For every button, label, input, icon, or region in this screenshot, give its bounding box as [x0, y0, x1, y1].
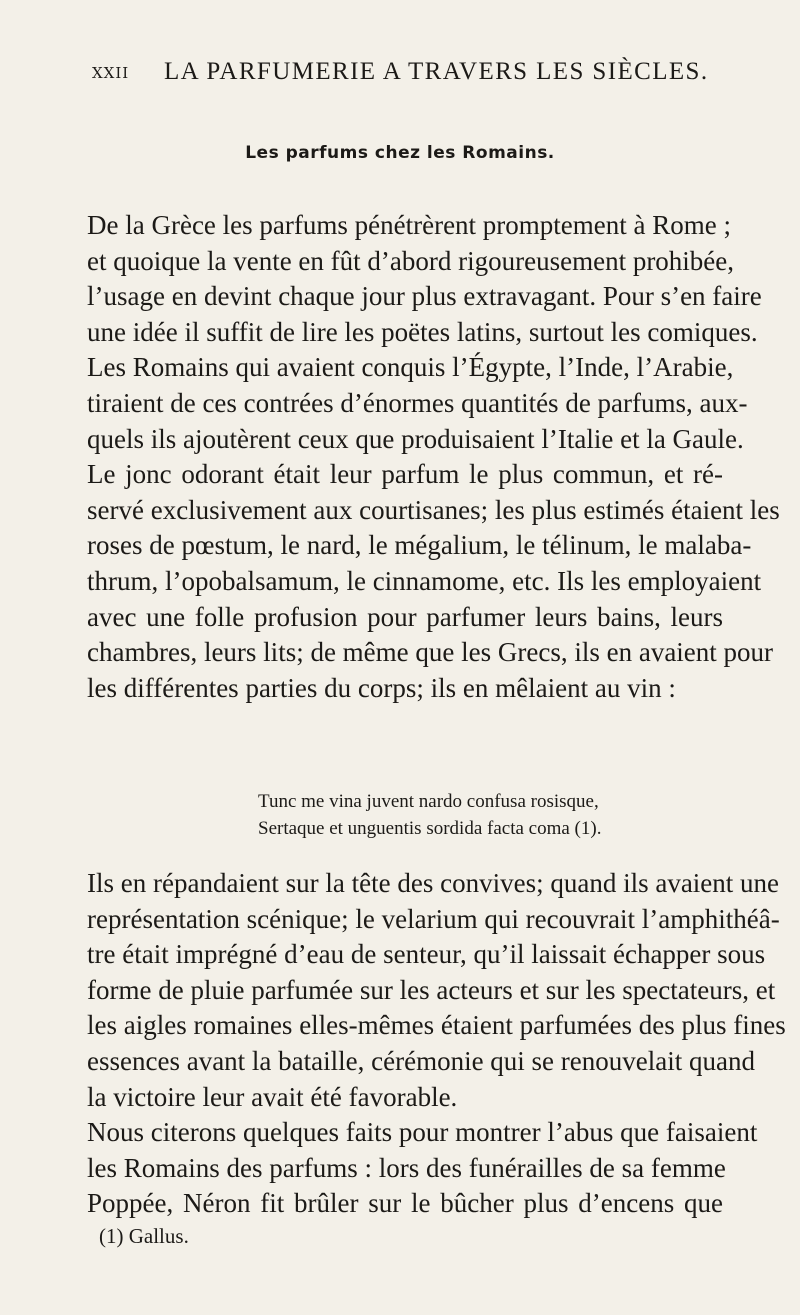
text-line: la victoire leur avait été favorable. [87, 1081, 458, 1112]
section-heading: Les parfums chez les Romains. [245, 143, 555, 163]
page-number: XXII [92, 64, 130, 82]
text-line: avec une folle profusion pour parfumer leurs bains, leurs [87, 601, 723, 632]
text-line: De la Grèce les parfums pénétrèrent promptement à Rome ; [87, 210, 731, 240]
text-line: roses de pœstum, le nard, le mégalium, le télinum, le malaba- [87, 530, 752, 561]
text-line: thrum, l’opobalsamum, le cinnamome, etc. Ils les employaient [87, 565, 762, 596]
paragraph-1 [87, 208, 780, 706]
text-line: une idée il suffit de lire les poëtes latins, surtout les comiques. [87, 316, 758, 347]
text-line: Nous citerons quelques faits pour montrer l’abus que faisaient [87, 1117, 758, 1147]
text-line: l’usage en devint chaque jour plus extravagant. Pour s’en faire [87, 281, 762, 312]
running-head [92, 58, 709, 88]
verse-line-1: Tunc me vina juvent nardo confusa rosisque, [258, 791, 599, 812]
text-line: Poppée, Néron fit brûler sur le bûcher plus d’encens que [87, 1188, 723, 1219]
text-line: Ils en répandaient sur la tête des convives; quand ils avaient une [87, 868, 780, 898]
text-line: représentation scénique; le velarium qui recouvrait l’amphithéâ- [87, 903, 780, 934]
text-line: tiraient de ces contrées d’énormes quantités de parfums, aux- [87, 387, 748, 418]
text-line: les Romains des parfums : lors des funérailles de sa femme [87, 1152, 726, 1183]
paragraph-2 [87, 866, 786, 1115]
footnote: (1) Gallus. [99, 1224, 189, 1248]
text-line: forme de pluie parfumée sur les acteurs et sur les spectateurs, et [87, 974, 776, 1005]
text-line: et quoique la vente en fût d’abord rigoureusement prohibée, [87, 245, 735, 276]
text-line: Le jonc odorant était leur parfum le plus commun, et ré- [87, 459, 723, 490]
text-line: quels ils ajoutèrent ceux que produisaient l’Italie et la Gaule. [87, 423, 744, 454]
running-title: LA PARFUMERIE A TRAVERS LES SIÈCLES. [164, 58, 709, 85]
paragraph-3 [87, 1115, 758, 1222]
text-line: chambres, leurs lits; de même que les Grecs, ils en avaient pour [87, 637, 774, 668]
text-line: tre était imprégné d’eau de senteur, qu’il laissait échapper sous [87, 939, 766, 970]
text-line: essences avant la bataille, cérémonie qui se renouvelait quand [87, 1045, 755, 1076]
text-line: Les Romains qui avaient conquis l’Égypte, l’Inde, l’Arabie, [87, 352, 734, 383]
text-line: les aigles romaines elles-mêmes étaient parfumées des plus fines [87, 1010, 786, 1041]
verse-line-2: Sertaque et unguentis sordida facta coma (1). [258, 818, 602, 839]
text-line: les différentes parties du corps; ils en mêlaient au vin : [87, 672, 676, 703]
text-line: servé exclusivement aux courtisanes; les plus estimés étaient les [87, 494, 780, 525]
